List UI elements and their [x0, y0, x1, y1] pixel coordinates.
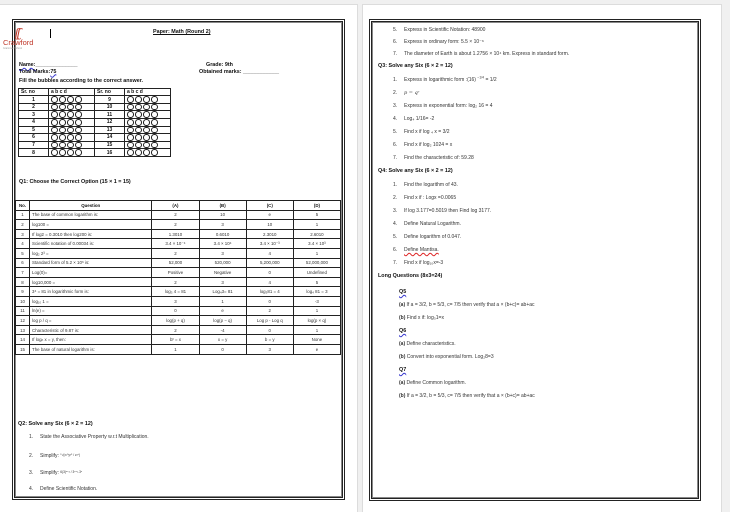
mcq-option-a: 52,000 [152, 258, 199, 268]
bubble-options [125, 96, 171, 104]
mcq-option-a: log(p + q) [152, 316, 199, 326]
mcq-number: 15 [16, 344, 30, 354]
mcq-option-a: 2 [152, 325, 199, 335]
q4-heading: Q4: Solve any Six (6 × 2 = 12) [378, 168, 453, 174]
bubble-row [19, 111, 171, 119]
answer-bubble-a[interactable] [51, 134, 58, 141]
answer-bubble-a[interactable] [127, 104, 134, 111]
answer-bubble-b[interactable] [135, 149, 142, 156]
q2-item-6: 6. Express in ordinary form: 5.5 × 10⁻⁶ [393, 39, 484, 45]
mcq-option-b: 10 [199, 210, 246, 220]
bubble-header-srno: Sr. no [95, 89, 125, 96]
bubble-options [125, 126, 171, 134]
mcq-number: 3 [16, 229, 30, 239]
mcq-question: log100 = [30, 220, 152, 230]
mcq-option-a: 0 [152, 306, 199, 316]
mcq-row [16, 306, 341, 316]
grade-label: Grade: 9th [206, 62, 233, 68]
mcq-question: log₂ 2³ = [30, 248, 152, 258]
mcq-option-b: 3 [199, 220, 246, 230]
mcq-option-c: 0 [246, 268, 293, 278]
answer-bubble-b[interactable] [135, 127, 142, 134]
mcq-option-d: Undefined [293, 268, 340, 278]
bubble-row-number: 7 [19, 141, 49, 149]
answer-bubble-a[interactable] [51, 104, 58, 111]
answer-bubble-a[interactable] [51, 111, 58, 118]
fraction-expression: 6(3)ⁿ⁺² / 3ⁿ⁺¹.3ⁿ [60, 469, 83, 474]
answer-bubble-b[interactable] [135, 142, 142, 149]
bubble-row [19, 141, 171, 149]
bubble-row-number: 2 [19, 103, 49, 111]
mcq-header-c: (C) [246, 201, 293, 211]
mcq-header-no: No. [16, 201, 30, 211]
mcq-number: 10 [16, 296, 30, 306]
radical-expression: ⁵√(x¹⁵y³⁵ / z²⁰) [60, 452, 81, 457]
mcq-option-a: 2 [152, 220, 199, 230]
mcq-option-c: 3.4 × 10⁻³ [246, 239, 293, 249]
mcq-row [16, 220, 341, 230]
mcq-option-d: 1 [293, 220, 340, 230]
mcq-header-question: Question [30, 201, 152, 211]
mcq-option-b: 520,000 [199, 258, 246, 268]
answer-bubble-c[interactable] [67, 119, 74, 126]
mcq-option-a: log₃ 4 = 81 [152, 287, 199, 297]
mcq-option-b: 0 [199, 344, 246, 354]
bubble-options [49, 141, 95, 149]
q5-part-a: (a) If a = 3/2, b = 5/3, c= 7/5 then verify that a × (b+c)= ab+ac [399, 302, 535, 308]
bubble-options [49, 126, 95, 134]
q3-item-4: 4. Log₄ 1/16= -2 [393, 116, 435, 122]
mcq-option-d: log₄ 81 = 3 [293, 287, 340, 297]
long-questions-heading: Long Questions (8x3=24) [378, 273, 443, 279]
mcq-question: ln(e) = [30, 306, 152, 316]
answer-bubble-a[interactable] [51, 149, 58, 156]
mcq-option-c: 0 [246, 296, 293, 306]
answer-bubble-c[interactable] [143, 119, 150, 126]
bubble-header-srno: Sr. no [19, 89, 49, 96]
mcq-question: log p / q = [30, 316, 152, 326]
bubble-options [49, 134, 95, 142]
bubble-row [19, 149, 171, 157]
answer-bubble-b[interactable] [59, 127, 66, 134]
answer-bubble-b[interactable] [135, 119, 142, 126]
bubble-options [49, 111, 95, 119]
q6-part-b: (b) Convert into exponential form. Log₂8=3 [399, 354, 494, 360]
mcq-option-b: x = y [199, 335, 246, 345]
q3-item-5: 5. Find x if log ₄ x = 3/2 [393, 129, 450, 135]
mcq-question: log₁₀ 1 = [30, 296, 152, 306]
mcq-row [16, 344, 341, 354]
mcq-number: 1 [16, 210, 30, 220]
q4-item-1: 1. Find the logarithm of 43. [393, 182, 458, 188]
bubble-row [19, 126, 171, 134]
q4-item-5: 5. Define logarithm of 0.047. [393, 234, 462, 240]
document-page-2 [362, 4, 722, 512]
q4-item-3: 3. If log 3.177=0.5019 then Find log 3177. [393, 208, 492, 214]
answer-bubble-c[interactable] [143, 104, 150, 111]
answer-bubble-b[interactable] [135, 104, 142, 111]
q3-heading: Q3: Solve any Six (6 × 2 = 12) [378, 63, 453, 69]
mcq-row [16, 210, 341, 220]
mcq-option-b: Negative [199, 268, 246, 278]
bubble-row [19, 96, 171, 104]
mcq-option-a: 2 [152, 277, 199, 287]
q5-label: Q5 [399, 289, 407, 295]
answer-bubble-c[interactable] [143, 96, 150, 103]
q5-part-b: (b) Find x if: log₃1=x [399, 315, 444, 321]
mcq-option-a: 1.3010 [152, 229, 199, 239]
mcq-row [16, 287, 341, 297]
mcq-option-d: 52,000,000 [293, 258, 340, 268]
answer-bubble-c[interactable] [143, 134, 150, 141]
mcq-option-d: log(p × q) [293, 316, 340, 326]
answer-bubble-c[interactable] [67, 134, 74, 141]
mcq-option-b: Log₄3= 81 [199, 287, 246, 297]
bubble-options [125, 141, 171, 149]
answer-bubble-a[interactable] [127, 127, 134, 134]
mcq-number: 4 [16, 239, 30, 249]
mcq-option-a: 1 [152, 344, 199, 354]
bubble-row-number: 3 [19, 111, 49, 119]
mcq-number: 8 [16, 277, 30, 287]
mcq-option-a: bʸ = x [152, 335, 199, 345]
mcq-row [16, 258, 341, 268]
q4-item-7: 7. Find x if log₁₀x=-3 [393, 260, 444, 266]
answer-bubble-a[interactable] [51, 142, 58, 149]
bubble-options [49, 149, 95, 157]
text-cursor [50, 29, 51, 38]
q6-part-a: (a) Define characteristics. [399, 341, 456, 347]
mcq-option-a: 3.4 × 10⁻⁴ [152, 239, 199, 249]
bubble-row-number: 5 [19, 126, 49, 134]
answer-bubble-a[interactable] [51, 119, 58, 126]
mcq-option-b: e [199, 306, 246, 316]
mcq-option-d: None [293, 335, 340, 345]
mcq-option-c: log₃81 = 4 [246, 287, 293, 297]
mcq-number: 5 [16, 248, 30, 258]
mcq-option-c: 10 [246, 220, 293, 230]
mcq-option-c: 0 [246, 325, 293, 335]
mcq-option-c: 2.3010 [246, 229, 293, 239]
mcq-question: Scientific notation of 0.00034 is: [30, 239, 152, 249]
q2-item-7: 7. The diameter of Earth is about 1.2756 × 10⁴ km. Express in standard form. [393, 51, 570, 57]
mcq-option-d: 5 [293, 277, 340, 287]
answer-bubble-a[interactable] [127, 134, 134, 141]
answer-bubble-d[interactable] [151, 104, 158, 111]
mcq-option-d: 3.4 × 10³ [293, 239, 340, 249]
answer-bubble-c[interactable] [67, 104, 74, 111]
mcq-header-d: (D) [293, 201, 340, 211]
bubble-row-number: 15 [95, 141, 125, 149]
answer-bubble-d[interactable] [75, 96, 82, 103]
answer-bubble-b[interactable] [59, 134, 66, 141]
answer-bubble-b[interactable] [59, 149, 66, 156]
answer-bubble-c[interactable] [143, 127, 150, 134]
mcq-option-a: 3 [152, 296, 199, 306]
answer-bubble-d[interactable] [75, 119, 82, 126]
bubble-row-number: 16 [95, 149, 125, 157]
bubble-header-options: a b c d [49, 89, 95, 96]
q2-item-2: 2. Simplify: ⁵√(x¹⁵y³⁵ / z²⁰) [29, 452, 81, 459]
bubble-options [125, 103, 171, 111]
bubble-options [125, 134, 171, 142]
mcq-number: 6 [16, 258, 30, 268]
answer-bubble-d[interactable] [151, 127, 158, 134]
mcq-option-c: 4 [246, 248, 293, 258]
bubble-instruction: Fill the bubbles according to the correct answer. [19, 78, 144, 84]
mcq-row [16, 316, 341, 326]
bubble-options [125, 119, 171, 127]
logo-emblem-icon: ʗʗ [15, 26, 20, 40]
mcq-number: 9 [16, 287, 30, 297]
bubble-row-number: 11 [95, 111, 125, 119]
total-marks: Total Marks:75 [19, 68, 57, 75]
mcq-number: 12 [16, 316, 30, 326]
mcq-option-a: 2 [152, 210, 199, 220]
paper-title: Paper: Math (Round 2) [153, 29, 211, 35]
answer-bubble-c[interactable] [67, 96, 74, 103]
q2-item-1: 1. State the Associative Property w.r.t Multiplication. [29, 434, 149, 440]
mcq-number: 2 [16, 220, 30, 230]
answer-bubble-d[interactable] [75, 134, 82, 141]
mcq-option-c: 3 [246, 344, 293, 354]
answer-bubble-b[interactable] [59, 104, 66, 111]
mcq-option-c: b = y [246, 335, 293, 345]
mcq-option-a: 2 [152, 248, 199, 258]
mcq-option-b: 3.4 × 10⁴ [199, 239, 246, 249]
q3-item-6: 6. Find x if log₂ 1024 = x [393, 142, 453, 148]
bubble-row-number: 12 [95, 119, 125, 127]
mcq-row [16, 239, 341, 249]
mcq-option-b: log(p − q) [199, 316, 246, 326]
mcq-question: Log(0)= [30, 268, 152, 278]
mcq-option-d: e [293, 344, 340, 354]
answer-bubble-a[interactable] [127, 142, 134, 149]
bubble-options [49, 119, 95, 127]
bubble-row-number: 9 [95, 96, 125, 104]
obtained-marks-field[interactable]: Obtained marks: ____________ [199, 69, 280, 75]
answer-bubble-c[interactable] [143, 149, 150, 156]
mcq-header-a: (A) [152, 201, 199, 211]
mcq-option-c: 2 [246, 306, 293, 316]
bubble-row-number: 10 [95, 103, 125, 111]
logo-subtitle: Grammar School [3, 47, 22, 50]
answer-bubble-c[interactable] [67, 127, 74, 134]
bubble-row [19, 119, 171, 127]
q7-part-a: (a) Define Common logarithm. [399, 380, 466, 386]
answer-bubble-d[interactable] [151, 96, 158, 103]
mcq-row [16, 268, 341, 278]
mcq-number: 11 [16, 306, 30, 316]
mcq-question: log10,000 = [30, 277, 152, 287]
answer-bubble-c[interactable] [67, 111, 74, 118]
answer-bubble-c[interactable] [67, 149, 74, 156]
mcq-option-b: -4 [199, 325, 246, 335]
mcq-header-b: (B) [199, 201, 246, 211]
answer-bubble-b[interactable] [59, 96, 66, 103]
q3-item-2: 2. p = qʳ [393, 90, 420, 96]
mcq-table [15, 200, 341, 355]
answer-bubble-c[interactable] [143, 142, 150, 149]
q3-item-7: 7. Find the characteristic of: 59.28 [393, 155, 474, 161]
answer-bubble-b[interactable] [135, 134, 142, 141]
mcq-option-b: 3 [199, 248, 246, 258]
bubble-answer-sheet [18, 88, 171, 157]
answer-bubble-d[interactable] [75, 127, 82, 134]
bubble-row-number: 13 [95, 126, 125, 134]
q1-heading: Q1: Choose the Correct Option (15 × 1 = 15) [19, 179, 131, 185]
answer-bubble-d[interactable] [151, 149, 158, 156]
q6-label: Q6 [399, 328, 407, 334]
bubble-row-number: 14 [95, 134, 125, 142]
mcq-row [16, 229, 341, 239]
mcq-option-c: e [246, 210, 293, 220]
q4-item-4: 4. Define Natural Logarithm. [393, 221, 461, 227]
mcq-row [16, 296, 341, 306]
answer-bubble-d[interactable] [151, 134, 158, 141]
mcq-question: If log2 = 0.3010 then log200 is: [30, 229, 152, 239]
mcq-option-a: Positive [152, 268, 199, 278]
mcq-option-b: 0.6010 [199, 229, 246, 239]
bubble-header-options: a b c d [125, 89, 171, 96]
mcq-option-d: 2.6010 [293, 229, 340, 239]
answer-bubble-d[interactable] [75, 104, 82, 111]
mcq-question: If logₙ x = y, then: [30, 335, 152, 345]
bubble-row [19, 134, 171, 142]
answer-bubble-d[interactable] [75, 111, 82, 118]
answer-bubble-a[interactable] [127, 96, 134, 103]
q2-item-3: 3. Simplify: 6(3)ⁿ⁺² / 3ⁿ⁺¹.3ⁿ [29, 469, 83, 476]
answer-bubble-d[interactable] [151, 119, 158, 126]
logo-name: Crawford [3, 38, 34, 47]
mcq-option-d: 1 [293, 248, 340, 258]
mcq-row [16, 335, 341, 345]
mcq-question: 3⁴ = 81 in logarithmic form is: [30, 287, 152, 297]
mcq-option-d: -3 [293, 296, 340, 306]
bubble-options [49, 103, 95, 111]
q2-item-4: 4. Define Scientific Notation. [29, 486, 98, 492]
bubble-row [19, 103, 171, 111]
mcq-row [16, 277, 341, 287]
mcq-row [16, 248, 341, 258]
answer-bubble-b[interactable] [135, 111, 142, 118]
q3-item-3: 3. Express in exponential form: log₂ 16 = 4 [393, 103, 493, 109]
mcq-option-d: 5 [293, 210, 340, 220]
bubble-row-number: 1 [19, 96, 49, 104]
mcq-question: The base of natural logarithm is: [30, 344, 152, 354]
answer-bubble-b[interactable] [59, 111, 66, 118]
answer-bubble-a[interactable] [51, 127, 58, 134]
mcq-option-c: 5,200,000 [246, 258, 293, 268]
answer-bubble-c[interactable] [67, 142, 74, 149]
bubble-options [49, 96, 95, 104]
mcq-option-d: 1 [293, 325, 340, 335]
mcq-number: 14 [16, 335, 30, 345]
answer-bubble-a[interactable] [127, 111, 134, 118]
mcq-number: 13 [16, 325, 30, 335]
mcq-option-b: 1 [199, 296, 246, 306]
mcq-option-b: 3 [199, 277, 246, 287]
mcq-number: 7 [16, 268, 30, 278]
mcq-row [16, 325, 341, 335]
answer-bubble-b[interactable] [135, 96, 142, 103]
q3-item-1: 1. Express in logarithmic form :(16) $^{-1/4}$ = 1/2 [393, 75, 497, 83]
answer-bubble-b[interactable] [59, 142, 66, 149]
answer-bubble-d[interactable] [75, 142, 82, 149]
q4-item-2: 2. Find x if : Logx =0.0065 [393, 195, 457, 201]
q4-item-6: 6. Define Mantisa. [393, 247, 439, 253]
answer-bubble-a[interactable] [127, 149, 134, 156]
answer-bubble-d[interactable] [151, 111, 158, 118]
mcq-option-d: 1 [293, 306, 340, 316]
document-page-1 [0, 4, 358, 512]
q2-item-5: 5. Express in Scientific Notation: 48900 [393, 27, 486, 33]
name-field[interactable]: Name:______________ [19, 62, 78, 68]
school-logo [3, 27, 45, 50]
q7-label: Q7 [399, 367, 407, 373]
answer-bubble-b[interactable] [59, 119, 66, 126]
q2-heading: Q2: Solve any Six (6 × 2 = 12) [18, 421, 93, 427]
answer-bubble-c[interactable] [143, 111, 150, 118]
answer-bubble-d[interactable] [75, 149, 82, 156]
bubble-options [125, 111, 171, 119]
bubble-options [125, 149, 171, 157]
mcq-option-c: Log p - Log q [246, 316, 293, 326]
answer-bubble-a[interactable] [127, 119, 134, 126]
answer-bubble-a[interactable] [51, 96, 58, 103]
bubble-row-number: 6 [19, 134, 49, 142]
mcq-option-c: 4 [246, 277, 293, 287]
mcq-question: The base of common logarithm is: [30, 210, 152, 220]
q7-part-b: (b) If a = 3/2, b = 5/3, c= 7/5 then verify that a × (b+c)= ab+ac [399, 393, 535, 399]
answer-bubble-d[interactable] [151, 142, 158, 149]
bubble-row-number: 4 [19, 119, 49, 127]
mcq-question: Characteristic of 9.87 is: [30, 325, 152, 335]
bubble-row-number: 8 [19, 149, 49, 157]
mcq-question: Standard form of 5.2 × 10⁶ is: [30, 258, 152, 268]
